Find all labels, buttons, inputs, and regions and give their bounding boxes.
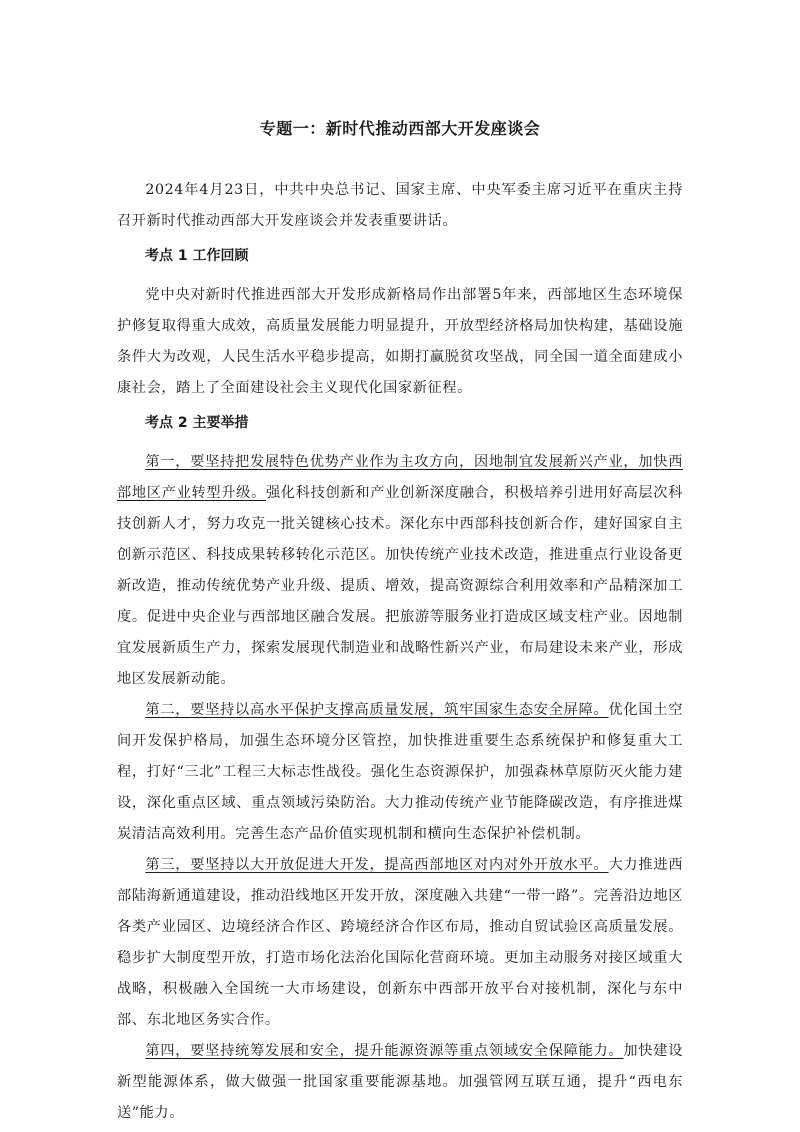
measure-1-body: 强化科技创新和产业创新深度融合，积极培养引进用好高层次科技创新人才，努力攻克一批关键核心技术。深化东中西部科技创新合作，建好国家自主创新示范区、科技成果转移转化示范区。加快传统产业技术改造，推进重点行业设备更新改造，推动传统优势产业升级、提质、增效，提高资源综合利用效率和产品精深加工度。促进中央企业与西部地区融合发展。把旅游等服务业打造成区域支柱产业。因地制宜发展新质生产力，探索发展现代制造业和战略性新兴产业，布局建设未来产业，形成地区发展新动能。 <box>117 485 683 687</box>
measure-3-key-sentence: 第三，要坚持以大开放促进大开发，提高西部地区对内对外开放水平。 <box>145 857 609 873</box>
measure-paragraph-2 <box>117 695 683 850</box>
measure-2-body: 优化国土空间开发保护格局，加强生态环境分区管控，加快推进重要生态系统保护和修复重大工程，打好“三北”工程三大标志性战役。强化生态资源保护，加强森林草原防灭火能力建设，深化重点区域、重点领域污染防治。大力推动传统产业节能降碳改造，有序推进煤炭清洁高效利用。完善生态产品价值实现机制和横向生态保护补偿机制。 <box>117 702 683 842</box>
section-heading-review: 考点 1 工作回顾 <box>145 248 249 264</box>
measure-paragraph-1 <box>117 447 683 695</box>
measure-3-body: 大力推进西部陆海新通道建设，推动沿线地区开发开放，深度融入共建“一带一路”。完善沿边地区各类产业园区、边境经济合作区、跨境经济合作区布局，推动自贸试验区高质量发展。稳步扩大制度型开放，打造市场化法治化国际化营商环境。更加主动服务对接区域重大战略，积极融入全国统一大市场建设，创新东中西部开放平台对接机制，深化与东中部、东北地区务实合作。 <box>117 857 683 1028</box>
review-paragraph: 党中央对新时代推进西部大开发形成新格局作出部署5年来，西部地区生态环境保护修复取得重大成效，高质量发展能力明显提升，开放型经济格局加快构建，基础设施条件大为改观，人民生活水平稳步提高，如期打赢脱贫攻坚战，同全国一道全面建成小康社会，踏上了全面建设社会主义现代化国家新征程。 <box>117 287 683 396</box>
intro-paragraph: 2024年4月23日，中共中央总书记、国家主席、中央军委主席习近平在重庆主持召开新时代推动西部大开发座谈会并发表重要讲话。 <box>117 182 683 229</box>
document-title: 专题一：新时代推动西部大开发座谈会 <box>259 119 541 138</box>
measure-4-key-sentence: 第四，要坚持统筹发展和安全，提升能源资源等重点领域安全保障能力。 <box>145 1043 624 1059</box>
measure-2-key-sentence: 第二，要坚持以高水平保护支撑高质量发展，筑牢国家生态安全屏障。 <box>145 702 609 718</box>
section-heading-measures: 考点 2 主要举措 <box>145 415 249 431</box>
measure-paragraph-4 <box>117 1036 683 1129</box>
measure-1-key-sentence: 第一，要坚持把发展特色优势产业作为主攻方向，因地制宜发展新兴产业，加快西部地区产业转型升级。 <box>117 454 683 501</box>
measure-paragraph-3 <box>117 850 683 1036</box>
measure-4-body: 加快建设新型能源体系，做大做强一批国家重要能源基地。加强管网互联互通，提升“西电东送”能力。 <box>117 1043 684 1121</box>
